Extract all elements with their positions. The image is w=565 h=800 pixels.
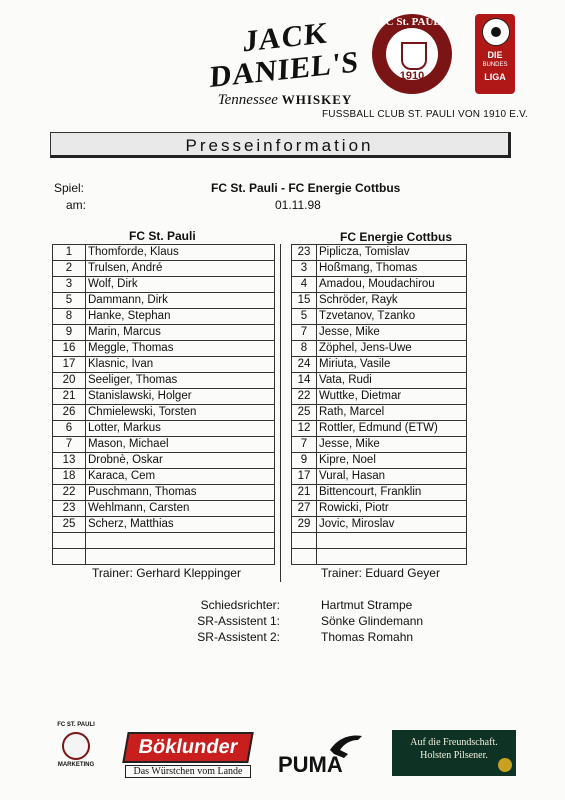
away-player-row xyxy=(292,469,467,485)
away-player-row xyxy=(292,389,467,405)
shirt-number: 21 xyxy=(292,485,317,501)
shirt-number xyxy=(53,533,86,549)
jd-sub1: Tennessee xyxy=(217,92,278,108)
holsten-line2: Holsten Pilsener. xyxy=(420,750,488,761)
player-name: Jesse, Mike xyxy=(317,437,467,453)
jack-daniels-logo xyxy=(200,14,370,108)
player-name: Amadou, Moudachirou xyxy=(317,277,467,293)
player-name: Mason, Michael xyxy=(86,437,275,453)
shirt-number: 24 xyxy=(292,357,317,373)
player-name: Jesse, Mike xyxy=(317,325,467,341)
am-label: am: xyxy=(66,198,87,212)
player-name: Zöphel, Jens-Uwe xyxy=(317,341,467,357)
home-player-row xyxy=(53,309,275,325)
away-player-row xyxy=(292,485,467,501)
player-name: Seeliger, Thomas xyxy=(86,373,275,389)
player-name: Tzvetanov, Tzanko xyxy=(317,309,467,325)
jd-sub2: WHISKEY xyxy=(281,92,353,107)
away-player-row xyxy=(292,421,467,437)
shirt-number: 2 xyxy=(53,261,86,277)
shirt-number: 7 xyxy=(292,437,317,453)
jd-brand: JACK DANIEL'S xyxy=(209,16,360,95)
away-player-row xyxy=(292,245,467,261)
home-player-row xyxy=(53,373,275,389)
shirt-number: 7 xyxy=(53,437,86,453)
home-player-row xyxy=(53,501,275,517)
stpauli-bottom: MARKETING xyxy=(57,762,95,768)
column-divider xyxy=(280,244,281,582)
player-name: Dammann, Dirk xyxy=(86,293,275,309)
home-trainer: Trainer: Gerhard Kleppinger xyxy=(92,566,241,580)
boklunder-logo xyxy=(125,732,251,776)
shirt-number: 18 xyxy=(53,469,86,485)
boklunder-name: Böklunder xyxy=(122,732,253,763)
player-name: Vural, Hasan xyxy=(317,469,467,485)
away-team-heading: FC Energie Cottbus xyxy=(340,230,453,244)
home-player-row xyxy=(53,405,275,421)
official-name-3: Thomas Romahn xyxy=(321,630,414,644)
home-player-row xyxy=(53,437,275,453)
official-name-1: Hartmut Strampe xyxy=(321,598,413,612)
skull-icon xyxy=(62,732,90,760)
player-name xyxy=(86,533,275,549)
page-title: Presseinformation xyxy=(50,132,511,158)
player-name: Rath, Marcel xyxy=(317,405,467,421)
shirt-number: 5 xyxy=(53,293,86,309)
away-player-row xyxy=(292,261,467,277)
spiel-value: FC St. Pauli - FC Energie Cottbus xyxy=(211,181,401,195)
shirt-number: 23 xyxy=(292,245,317,261)
player-name: Wuttke, Dietmar xyxy=(317,389,467,405)
player-name: Kipre, Noel xyxy=(317,453,467,469)
shirt-number: 5 xyxy=(292,309,317,325)
home-player-row xyxy=(53,277,275,293)
away-player-row xyxy=(292,373,467,389)
crest-text: FC St. PAULI xyxy=(378,16,446,28)
player-name: Wehlmann, Carsten xyxy=(86,501,275,517)
fc-st-pauli-crest xyxy=(372,14,452,94)
player-name: Rowicki, Piotr xyxy=(317,501,467,517)
shirt-number: 22 xyxy=(53,485,86,501)
home-team-heading: FC St. Pauli xyxy=(129,229,196,243)
home-player-row xyxy=(53,485,275,501)
shirt-number xyxy=(292,533,317,549)
home-player-row xyxy=(53,245,275,261)
home-player-row xyxy=(53,469,275,485)
st-pauli-marketing-logo xyxy=(56,722,96,778)
player-name xyxy=(86,549,275,565)
bl-bundes: BUNDES xyxy=(482,62,508,68)
player-name: Drobnè, Oskar xyxy=(86,453,275,469)
holsten-seal-icon xyxy=(498,758,512,772)
player-name xyxy=(317,533,467,549)
shirt-number: 8 xyxy=(53,309,86,325)
shirt-number: 13 xyxy=(53,453,86,469)
player-name xyxy=(317,549,467,565)
player-name: Schröder, Rayk xyxy=(317,293,467,309)
bundesliga-logo xyxy=(475,14,515,94)
shirt-number: 1 xyxy=(53,245,86,261)
shirt-number xyxy=(292,549,317,565)
player-name: Trulsen, André xyxy=(86,261,275,277)
shirt-number: 25 xyxy=(53,517,86,533)
shirt-number: 25 xyxy=(292,405,317,421)
away-player-row xyxy=(292,517,467,533)
shirt-number: 3 xyxy=(53,277,86,293)
home-player-row xyxy=(53,421,275,437)
shirt-number: 20 xyxy=(53,373,86,389)
shirt-number: 17 xyxy=(292,469,317,485)
away-lineup-table xyxy=(291,244,467,565)
away-player-row xyxy=(292,293,467,309)
bl-die: DIE xyxy=(487,50,503,60)
football-icon xyxy=(482,18,510,46)
player-name: Lotter, Markus xyxy=(86,421,275,437)
shirt-number: 22 xyxy=(292,389,317,405)
official-role-2: SR-Assistent 1: xyxy=(197,614,280,628)
holsten-line1: Auf die Freundschaft. xyxy=(410,737,498,748)
home-player-row xyxy=(53,453,275,469)
shirt-number: 6 xyxy=(53,421,86,437)
puma-text: PUMA xyxy=(278,752,343,777)
player-name: Hanke, Stephan xyxy=(86,309,275,325)
home-player-row xyxy=(53,293,275,309)
player-name: Klasnic, Ivan xyxy=(86,357,275,373)
shirt-number: 15 xyxy=(292,293,317,309)
shirt-number: 9 xyxy=(292,453,317,469)
shirt-number: 14 xyxy=(292,373,317,389)
crest-year: 1910 xyxy=(399,70,425,82)
player-name: Jovic, Miroslav xyxy=(317,517,467,533)
shirt-number xyxy=(53,549,86,565)
away-player-row xyxy=(292,501,467,517)
away-player-row xyxy=(292,437,467,453)
home-player-row xyxy=(53,341,275,357)
home-lineup-table xyxy=(52,244,275,565)
player-name: Bittencourt, Franklin xyxy=(317,485,467,501)
official-name-2: Sönke Glindemann xyxy=(321,614,424,628)
shirt-number: 8 xyxy=(292,341,317,357)
away-trainer: Trainer: Eduard Geyer xyxy=(321,566,440,580)
boklunder-sub: Das Würstchen vom Lande xyxy=(125,765,251,778)
player-name: Wolf, Dirk xyxy=(86,277,275,293)
away-player-row xyxy=(292,325,467,341)
player-name: Hoßmang, Thomas xyxy=(317,261,467,277)
shirt-number: 21 xyxy=(53,389,86,405)
shirt-number: 4 xyxy=(292,277,317,293)
spiel-label: Spiel: xyxy=(54,181,85,195)
shirt-number: 16 xyxy=(53,341,86,357)
shirt-number: 12 xyxy=(292,421,317,437)
stpauli-top: FC ST. PAULI xyxy=(57,722,95,728)
player-name: Rottler, Edmund (ETW) xyxy=(317,421,467,437)
home-player-row xyxy=(53,325,275,341)
away-player-row xyxy=(292,549,467,565)
official-role-1: Schiedsrichter: xyxy=(200,598,280,612)
player-name: Puschmann, Thomas xyxy=(86,485,275,501)
home-player-row xyxy=(53,549,275,565)
shirt-number: 7 xyxy=(292,325,317,341)
away-player-row xyxy=(292,277,467,293)
home-player-row xyxy=(53,389,275,405)
holsten-logo xyxy=(392,730,516,776)
home-player-row xyxy=(53,261,275,277)
crest-shield-icon xyxy=(401,42,427,70)
puma-logo xyxy=(278,732,368,778)
player-name: Scherz, Matthias xyxy=(86,517,275,533)
club-line: FUSSBALL CLUB ST. PAULI VON 1910 E.V. xyxy=(322,109,529,120)
home-player-row xyxy=(53,533,275,549)
away-player-row xyxy=(292,309,467,325)
shirt-number: 26 xyxy=(53,405,86,421)
shirt-number: 29 xyxy=(292,517,317,533)
away-player-row xyxy=(292,453,467,469)
bl-liga: LIGA xyxy=(484,72,506,82)
away-player-row xyxy=(292,533,467,549)
away-player-row xyxy=(292,341,467,357)
player-name: Thomforde, Klaus xyxy=(86,245,275,261)
player-name: Meggle, Thomas xyxy=(86,341,275,357)
shirt-number: 17 xyxy=(53,357,86,373)
official-role-3: SR-Assistent 2: xyxy=(197,630,280,644)
player-name: Stanislawski, Holger xyxy=(86,389,275,405)
player-name: Marin, Marcus xyxy=(86,325,275,341)
player-name: Piplicza, Tomislav xyxy=(317,245,467,261)
shirt-number: 3 xyxy=(292,261,317,277)
shirt-number: 23 xyxy=(53,501,86,517)
away-player-row xyxy=(292,357,467,373)
away-player-row xyxy=(292,405,467,421)
home-player-row xyxy=(53,357,275,373)
home-player-row xyxy=(53,517,275,533)
player-name: Vata, Rudi xyxy=(317,373,467,389)
shirt-number: 9 xyxy=(53,325,86,341)
player-name: Karaca, Cem xyxy=(86,469,275,485)
player-name: Miriuta, Vasile xyxy=(317,357,467,373)
shirt-number: 27 xyxy=(292,501,317,517)
player-name: Chmielewski, Torsten xyxy=(86,405,275,421)
date-value: 01.11.98 xyxy=(275,198,321,212)
